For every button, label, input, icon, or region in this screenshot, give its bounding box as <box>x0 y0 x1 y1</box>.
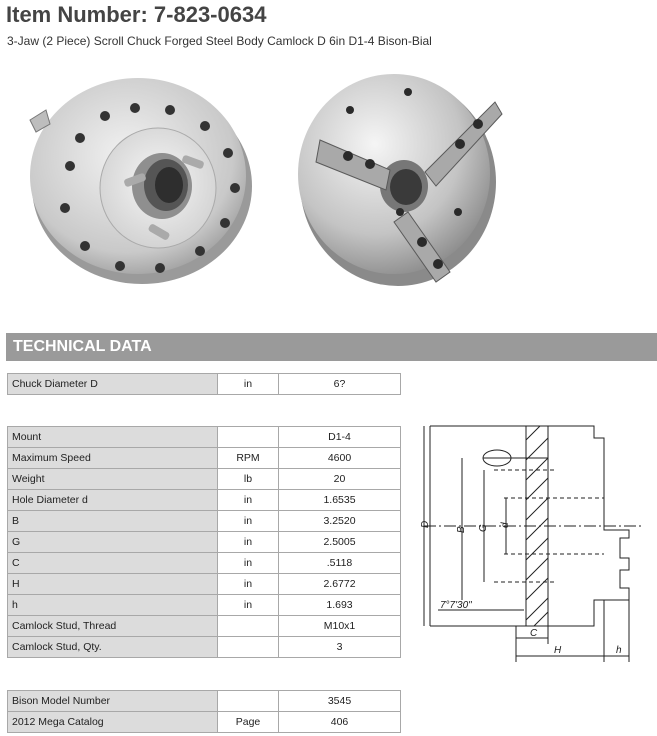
spec-value: 1.6535 <box>279 490 401 511</box>
spec-unit: lb <box>218 469 279 490</box>
table-row <box>8 553 401 574</box>
spec-label: 2012 Mega Catalog <box>8 712 218 733</box>
table-row <box>8 448 401 469</box>
spec-value: 4600 <box>279 448 401 469</box>
table-row <box>8 490 401 511</box>
spec-value: 406 <box>279 712 401 733</box>
table-row <box>8 616 401 637</box>
drawing-label-D: D <box>420 520 431 528</box>
table-row <box>8 532 401 553</box>
spec-label: Camlock Stud, Qty. <box>8 637 218 658</box>
spec-label: Bison Model Number <box>8 691 218 712</box>
spec-value: D1-4 <box>279 427 401 448</box>
table-row <box>8 691 401 712</box>
spec-label: Weight <box>8 469 218 490</box>
product-description: 3-Jaw (2 Piece) Scroll Chuck Forged Steel Body Camlock D 6in D1-4 Bison-Bial <box>7 34 432 48</box>
technical-data-header <box>6 333 657 361</box>
spec-unit: in <box>218 490 279 511</box>
spec-label: Camlock Stud, Thread <box>8 616 218 637</box>
table-row <box>8 511 401 532</box>
spec-unit: RPM <box>218 448 279 469</box>
drawing-label-G: G <box>478 524 489 532</box>
spec-unit: Page <box>218 712 279 733</box>
spec-value: 2.6772 <box>279 574 401 595</box>
spec-unit: in <box>218 374 279 395</box>
chuck-diameter-table <box>7 373 401 395</box>
specifications-table <box>7 426 401 658</box>
table-row <box>8 637 401 658</box>
drawing-label-C: C <box>530 628 538 639</box>
spec-label: H <box>8 574 218 595</box>
drawing-label-d: d <box>500 522 511 528</box>
spec-value: 3 <box>279 637 401 658</box>
spec-label: h <box>8 595 218 616</box>
drawing-label-B: B <box>456 526 467 533</box>
spec-value: 3545 <box>279 691 401 712</box>
spec-unit <box>218 616 279 637</box>
spec-label: Hole Diameter d <box>8 490 218 511</box>
technical-data-title: TECHNICAL DATA <box>13 338 152 355</box>
spec-label: Chuck Diameter D <box>8 374 218 395</box>
drawing-label-H: H <box>554 645 562 656</box>
spec-unit: in <box>218 553 279 574</box>
table-row <box>8 595 401 616</box>
spec-label: B <box>8 511 218 532</box>
spec-label: Mount <box>8 427 218 448</box>
spec-label: G <box>8 532 218 553</box>
spec-value: 3.2520 <box>279 511 401 532</box>
spec-value: .5118 <box>279 553 401 574</box>
spec-unit: in <box>218 574 279 595</box>
spec-unit <box>218 427 279 448</box>
spec-label: C <box>8 553 218 574</box>
catalog-info-table <box>7 690 401 733</box>
table-row <box>8 469 401 490</box>
chuck-back-photo <box>20 58 260 290</box>
spec-value: 1.693 <box>279 595 401 616</box>
spec-unit <box>218 691 279 712</box>
spec-unit: in <box>218 532 279 553</box>
spec-value: 2.5005 <box>279 532 401 553</box>
drawing-label-angle: 7°7'30" <box>440 600 472 611</box>
spec-value: 20 <box>279 469 401 490</box>
spec-unit: in <box>218 511 279 532</box>
table-row <box>8 574 401 595</box>
spec-label: Maximum Speed <box>8 448 218 469</box>
table-row <box>8 712 401 733</box>
chuck-cross-section-drawing <box>420 420 654 670</box>
spec-unit: in <box>218 595 279 616</box>
spec-value: M10x1 <box>279 616 401 637</box>
table-row <box>8 427 401 448</box>
drawing-label-h: h <box>616 645 622 656</box>
table-row <box>8 374 401 395</box>
spec-value: 6? <box>279 374 401 395</box>
spec-unit <box>218 637 279 658</box>
item-number-title: Item Number: 7-823-0634 <box>6 2 267 27</box>
chuck-front-photo <box>290 62 510 292</box>
